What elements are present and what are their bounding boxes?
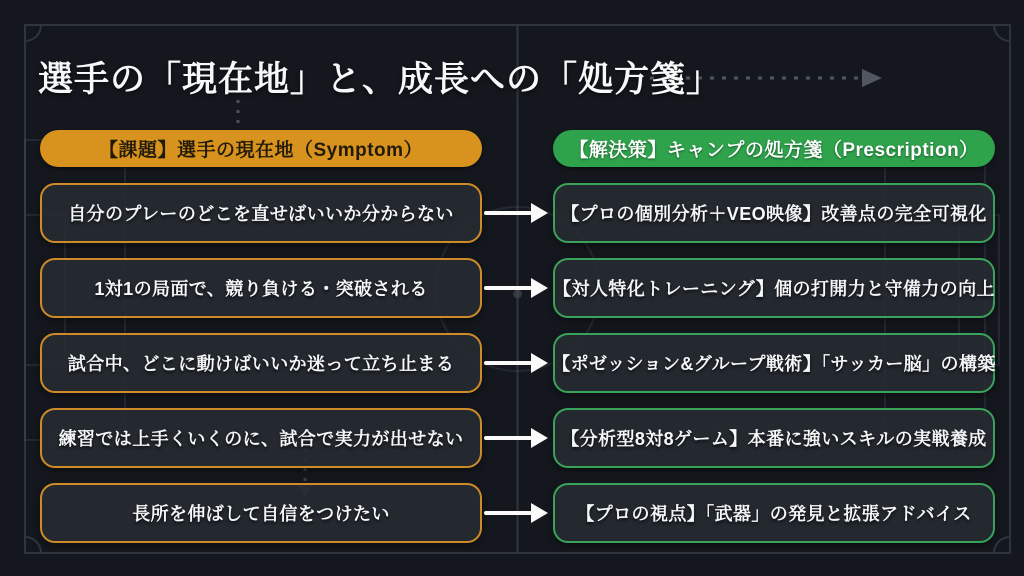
prescription-box: 【プロの個別分析＋VEO映像】改善点の完全可視化 (553, 183, 995, 243)
symptom-box: 練習では上手くいくのに、試合で実力が出せない (40, 408, 482, 468)
arrow-right-icon (482, 258, 553, 318)
symptom-box: 長所を伸ばして自信をつけたい (40, 483, 482, 543)
prescription-box: 【プロの視点】「武器」の発見と拡張アドバイス (553, 483, 995, 543)
prescription-box: 【分析型8対8ゲーム】本番に強いスキルの実戦養成 (553, 408, 995, 468)
arrow-right-icon (482, 483, 553, 543)
arrow-right-icon (482, 183, 553, 243)
arrow-right-icon (482, 408, 553, 468)
prescription-column-header: 【解決策】キャンプの処方箋（Prescription） (553, 130, 995, 167)
arrow-right-icon (482, 333, 553, 393)
mapping-grid (40, 130, 995, 558)
symptom-box: 試合中、どこに動けばいいか迷って立ち止まる (40, 333, 482, 393)
prescription-box: 【ポゼッション&グループ戦術】「サッカー脳」の構築 (553, 333, 995, 393)
symptom-box: 1対1の局面で、競り負ける・突破される (40, 258, 482, 318)
prescription-box: 【対人特化トレーニング】個の打開力と守備力の向上 (553, 258, 995, 318)
page-title: 選手の「現在地」と、成長への「処方箋」 (38, 60, 723, 99)
symptom-column-header: 【課題】選手の現在地（Symptom） (40, 130, 482, 167)
symptom-box: 自分のプレーのどこを直せばいいか分からない (40, 183, 482, 243)
